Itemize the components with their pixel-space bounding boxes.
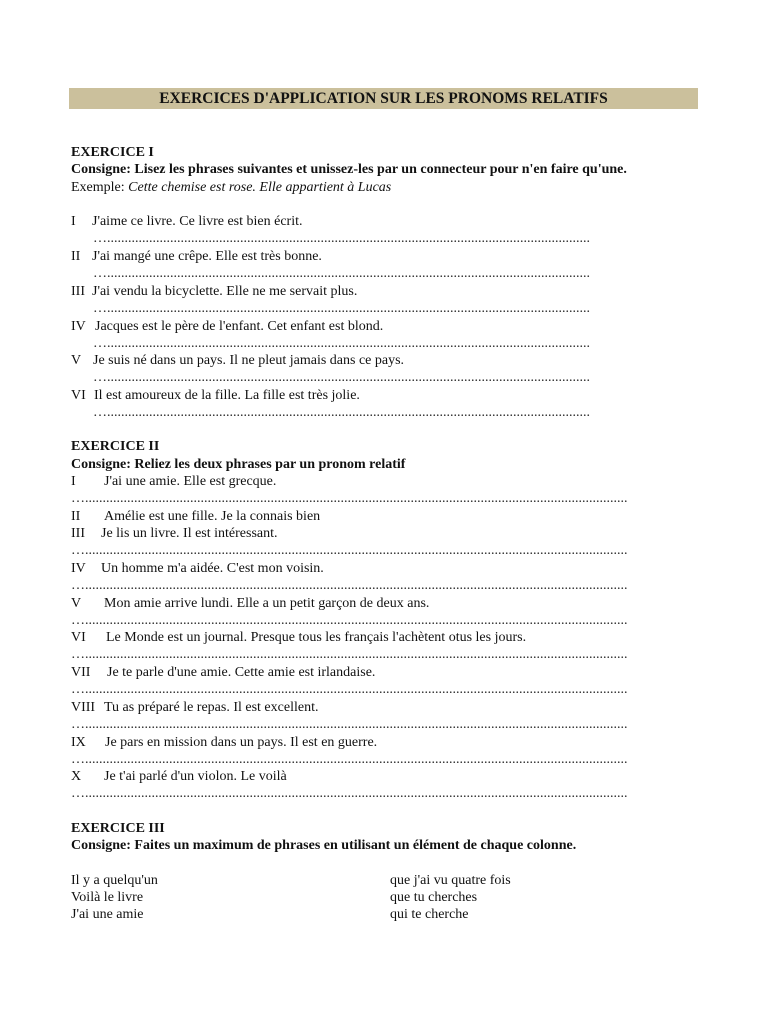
- item-text: Je pars en mission dans un pays. Il est en guerre.: [105, 735, 378, 750]
- exercise-2-instruction: Consigne: Reliez les deux phrases par un pronom relatif: [71, 457, 406, 472]
- item-text: Je te parle d'une amie. Cette amie est irlandaise.: [107, 665, 376, 680]
- exercise-1-instruction: Consigne: Lisez les phrases suivantes et unissez-les par un connecteur pour n'en faire qu'une.: [71, 162, 627, 177]
- ex2-item: [71, 629, 526, 646]
- example-label: Exemple:: [71, 180, 125, 195]
- ex1-item: [71, 283, 357, 300]
- worksheet-title: EXERCICES D'APPLICATION SUR LES PRONOMS RELATIFS: [69, 88, 698, 109]
- answer-line[interactable]: …..........................................................................................................................................: [93, 370, 590, 385]
- answer-line[interactable]: …...........................................................................................................................................................: [71, 491, 628, 506]
- item-number: VIII: [71, 700, 96, 715]
- item-text: Je suis né dans un pays. Il ne pleut jamais dans ce pays.: [93, 353, 405, 368]
- left-column-item: J'ai une amie: [71, 907, 144, 922]
- left-column-item: Voilà le livre: [71, 890, 144, 905]
- answer-line[interactable]: …...........................................................................................................................................................: [71, 543, 628, 558]
- item-number: VI: [71, 388, 86, 403]
- ex2-item: [71, 508, 320, 525]
- item-number: VII: [71, 665, 91, 680]
- item-text: Un homme m'a aidée. C'est mon voisin.: [101, 561, 324, 576]
- item-number: II: [71, 509, 81, 524]
- item-number: X: [71, 769, 82, 784]
- item-text: Jacques est le père de l'enfant. Cet enfant est blond.: [95, 319, 384, 334]
- exercise-1-example: [71, 179, 391, 196]
- answer-line[interactable]: …...........................................................................................................................................................: [71, 682, 628, 697]
- ex1-item: [71, 318, 383, 335]
- answer-line[interactable]: …..........................................................................................................................................: [93, 266, 590, 281]
- answer-line[interactable]: …..........................................................................................................................................: [93, 231, 590, 246]
- item-number: III: [71, 526, 85, 541]
- item-text: Il est amoureux de la fille. La fille est très jolie.: [94, 388, 360, 403]
- left-column-item: Il y a quelqu'un: [71, 873, 158, 888]
- ex2-item: [71, 768, 287, 785]
- answer-line[interactable]: …...........................................................................................................................................................: [71, 717, 628, 732]
- item-number: III: [71, 284, 85, 299]
- item-text: Je t'ai parlé d'un violon. Le voilà: [104, 769, 287, 784]
- item-number: II: [71, 249, 81, 264]
- ex1-item: [71, 352, 404, 369]
- item-text: Amélie est une fille. Je la connais bien: [104, 509, 321, 524]
- item-number: V: [71, 353, 82, 368]
- exercise-1-heading: EXERCICE I: [71, 145, 154, 160]
- answer-line[interactable]: …...........................................................................................................................................................: [71, 647, 628, 662]
- exercise-3-heading: EXERCICE III: [71, 821, 165, 836]
- item-text: J'ai vendu la bicyclette. Elle ne me servait plus.: [92, 284, 358, 299]
- ex2-item: [71, 525, 278, 542]
- exercise-2-heading: EXERCICE II: [71, 439, 160, 454]
- right-column-item: qui te cherche: [390, 907, 469, 922]
- exercise-3-instruction: Consigne: Faites un maximum de phrases en utilisant un élément de chaque colonne.: [71, 838, 577, 853]
- item-text: Le Monde est un journal. Presque tous les français l'achètent otus les jours.: [106, 630, 527, 645]
- item-number: I: [71, 214, 76, 229]
- answer-line[interactable]: …...........................................................................................................................................................: [71, 786, 628, 801]
- ex2-item: [71, 560, 324, 577]
- item-text: Mon amie arrive lundi. Elle a un petit garçon de deux ans.: [104, 596, 430, 611]
- right-column: [390, 872, 511, 923]
- item-text: Tu as préparé le repas. Il est excellent.: [104, 700, 319, 715]
- ex2-item: [71, 734, 377, 751]
- item-number: I: [71, 474, 76, 489]
- answer-line[interactable]: …..........................................................................................................................................: [93, 301, 590, 316]
- ex1-item: [71, 387, 360, 404]
- item-text: J'ai mangé une crêpe. Elle est très bonne.: [92, 249, 322, 264]
- item-number: VI: [71, 630, 86, 645]
- item-text: J'aime ce livre. Ce livre est bien écrit.: [92, 214, 303, 229]
- ex2-item: [71, 664, 375, 681]
- answer-line[interactable]: …...........................................................................................................................................................: [71, 578, 628, 593]
- example-text: Cette chemise est rose. Elle appartient à Lucas: [128, 180, 392, 195]
- answer-line[interactable]: …...........................................................................................................................................................: [71, 613, 628, 628]
- answer-line[interactable]: …..........................................................................................................................................: [93, 405, 590, 420]
- answer-line[interactable]: …...........................................................................................................................................................: [71, 752, 628, 767]
- ex2-item: [71, 473, 276, 490]
- ex2-item: [71, 595, 429, 612]
- ex1-item: [71, 213, 303, 230]
- item-text: Je lis un livre. Il est intéressant.: [101, 526, 278, 541]
- ex2-item: [71, 699, 318, 716]
- item-text: J'ai une amie. Elle est grecque.: [104, 474, 277, 489]
- ex1-item: [71, 248, 322, 265]
- item-number: IV: [71, 561, 86, 576]
- right-column-item: que tu cherches: [390, 890, 478, 905]
- item-number: IV: [71, 319, 86, 334]
- left-column: [71, 872, 158, 923]
- item-number: IX: [71, 735, 86, 750]
- item-number: V: [71, 596, 82, 611]
- right-column-item: que j'ai vu quatre fois: [390, 873, 511, 888]
- answer-line[interactable]: …..........................................................................................................................................: [93, 336, 590, 351]
